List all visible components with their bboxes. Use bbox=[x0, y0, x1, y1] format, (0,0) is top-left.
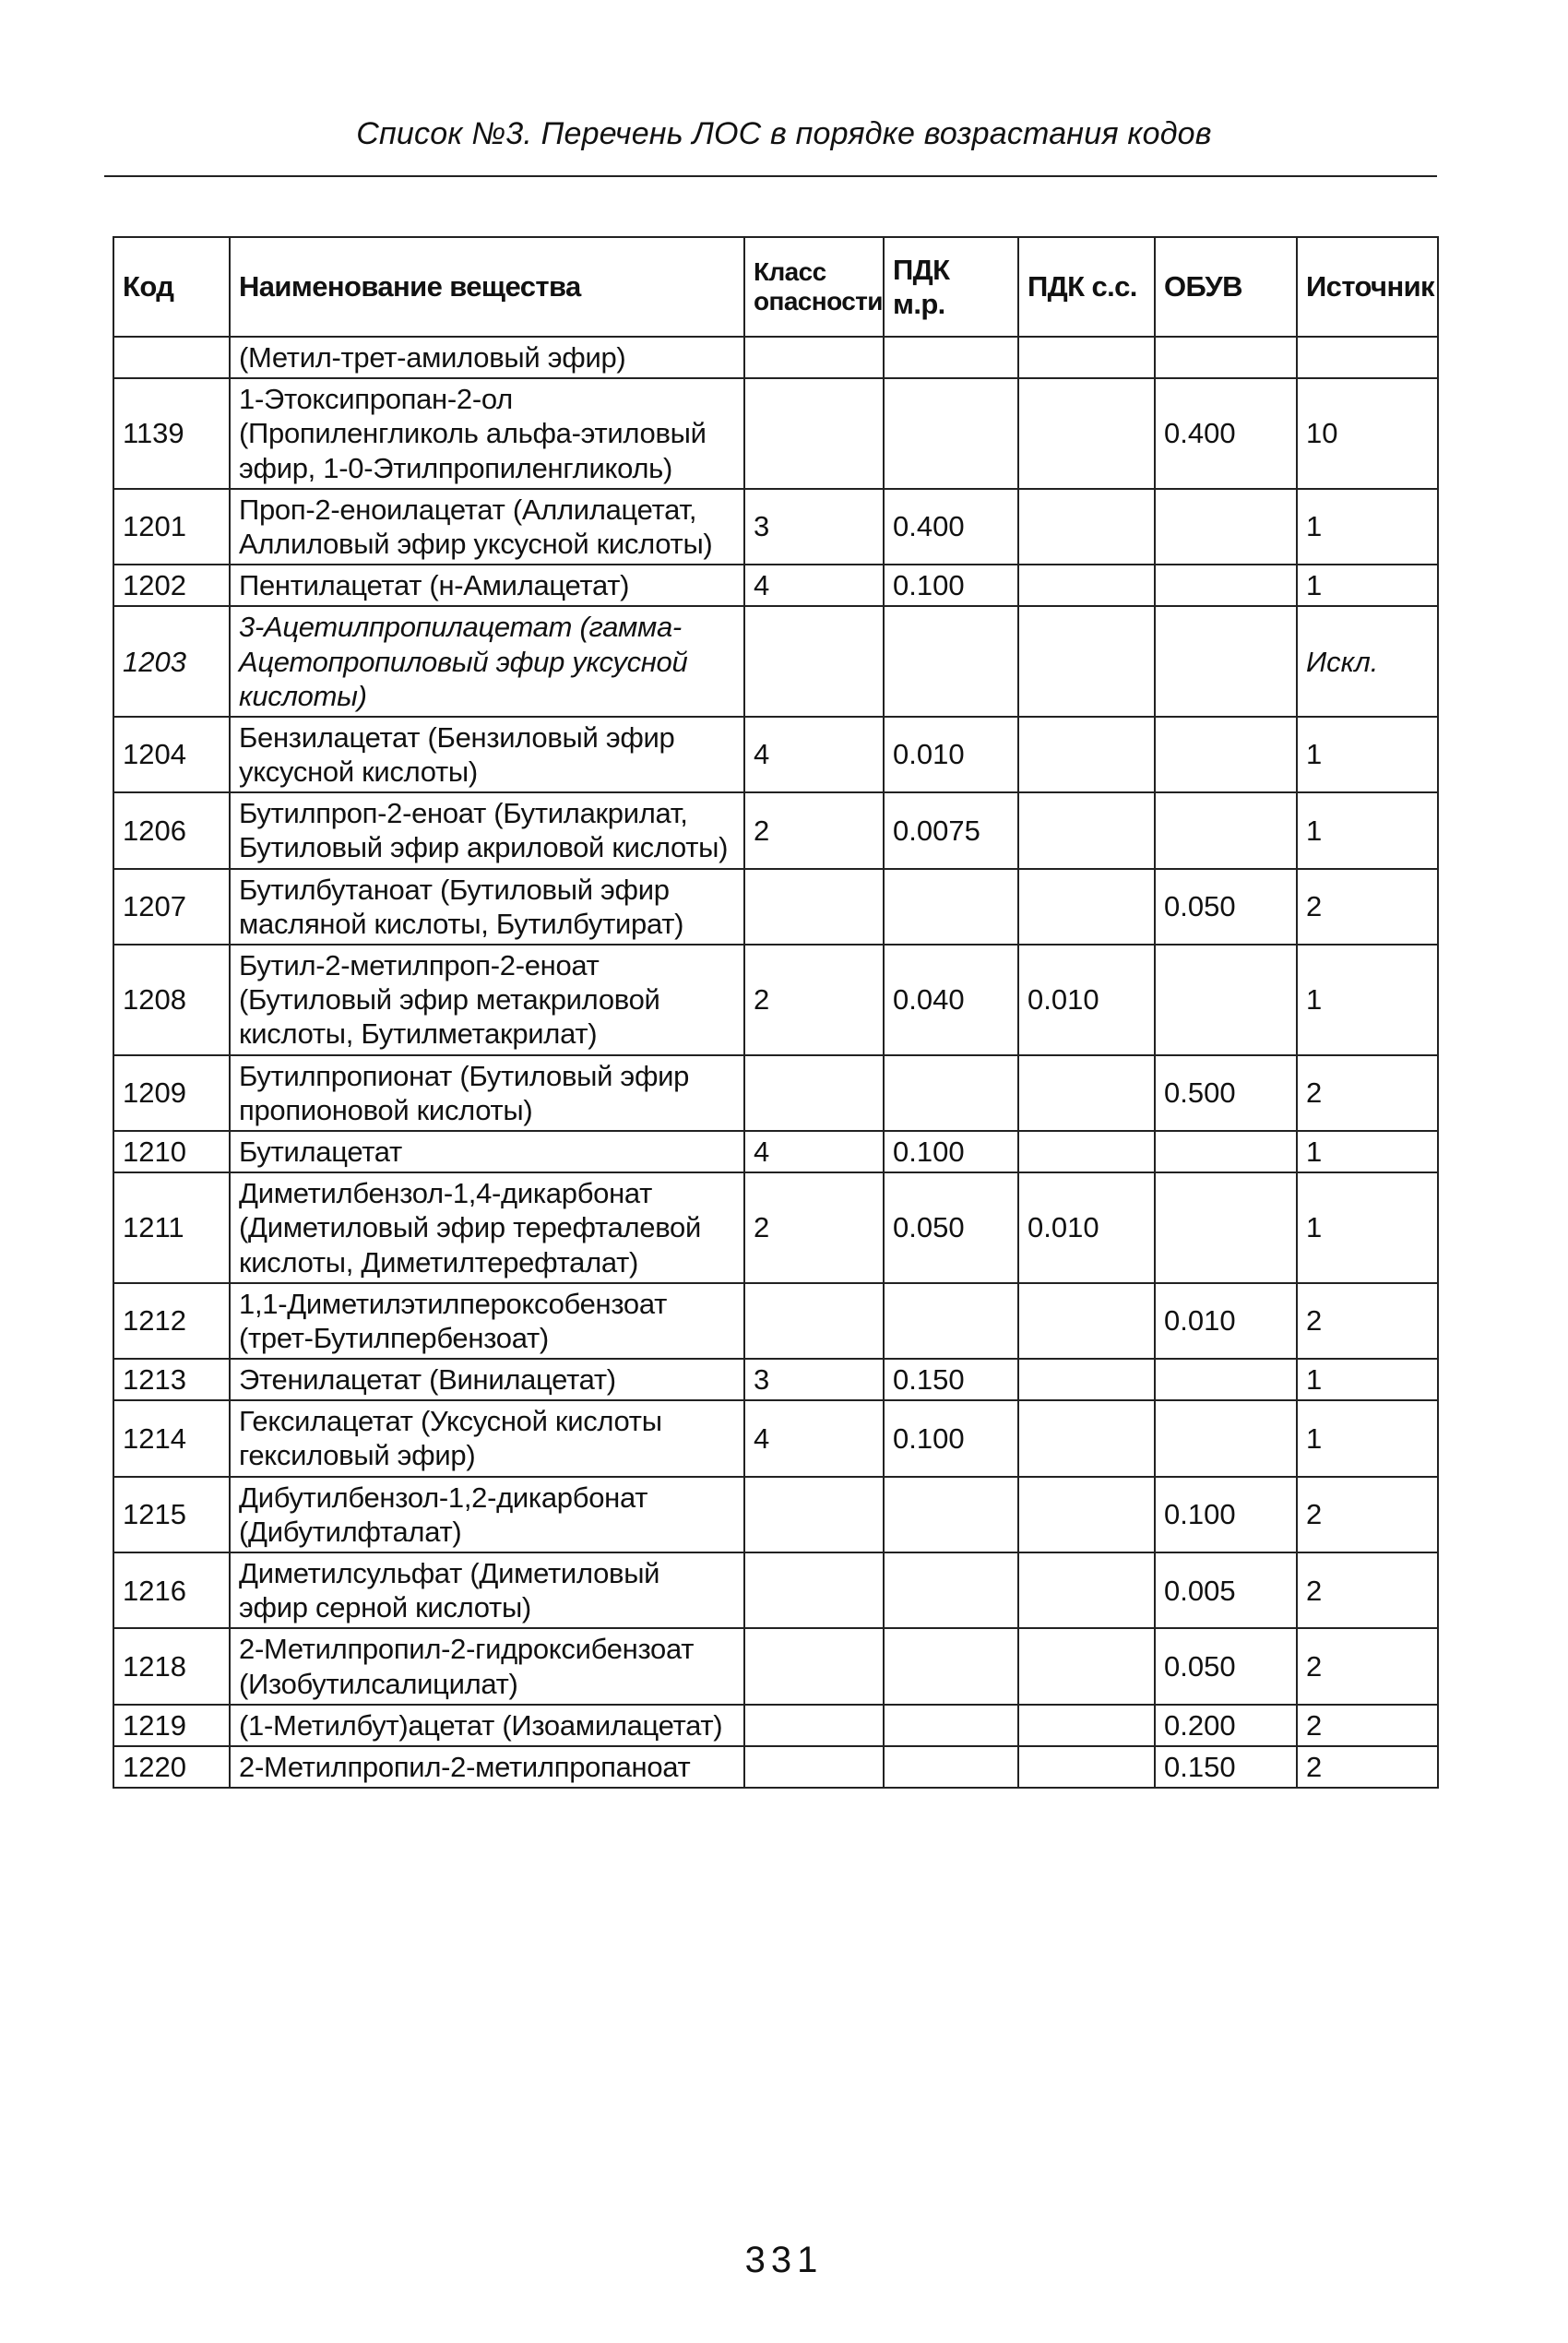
page-header-title: Список №3. Перечень ЛОС в порядке возрастания кодов bbox=[356, 116, 1212, 151]
column-header-hazard-class bbox=[744, 237, 884, 337]
hazard-class-cell: 3 bbox=[744, 1359, 884, 1400]
pdk-ss-cell bbox=[1018, 378, 1155, 489]
source-cell: 1 bbox=[1297, 1131, 1438, 1172]
name-cell: Диметилсульфат (Диметиловый эфир серной кислоты) bbox=[230, 1552, 744, 1628]
table-row bbox=[113, 1283, 1438, 1359]
hazard-class-cell bbox=[744, 378, 884, 489]
table-row bbox=[113, 489, 1438, 565]
code-cell: 1208 bbox=[113, 945, 230, 1055]
code-cell: 1216 bbox=[113, 1552, 230, 1628]
pdk-mr-cell: 0.150 bbox=[884, 1359, 1018, 1400]
obuv-cell: 0.050 bbox=[1155, 869, 1297, 945]
table-row bbox=[113, 337, 1438, 378]
hazard-class-cell: 2 bbox=[744, 945, 884, 1055]
header-divider bbox=[104, 175, 1437, 177]
name-cell: Этенилацетат (Винилацетат) bbox=[230, 1359, 744, 1400]
hazard-class-cell: 4 bbox=[744, 1131, 884, 1172]
pdk-ss-cell bbox=[1018, 337, 1155, 378]
code-cell: 1214 bbox=[113, 1400, 230, 1476]
table-header-row bbox=[113, 237, 1438, 337]
table-row bbox=[113, 1705, 1438, 1746]
pdk-ss-cell bbox=[1018, 1359, 1155, 1400]
pdk-mr-cell bbox=[884, 1283, 1018, 1359]
pdk-mr-cell bbox=[884, 1628, 1018, 1704]
pdk-mr-cell bbox=[884, 869, 1018, 945]
pdk-mr-cell: 0.0075 bbox=[884, 792, 1018, 868]
column-header-pdk-mr: ПДК м.р. bbox=[884, 237, 1018, 337]
code-cell: 1209 bbox=[113, 1055, 230, 1131]
name-cell: (1-Метилбут)ацетат (Изоамилацетат) bbox=[230, 1705, 744, 1746]
obuv-cell bbox=[1155, 489, 1297, 565]
source-cell: 1 bbox=[1297, 489, 1438, 565]
source-cell: Искл. bbox=[1297, 606, 1438, 717]
code-cell: 1203 bbox=[113, 606, 230, 717]
obuv-cell bbox=[1155, 1400, 1297, 1476]
hazard-class-cell bbox=[744, 1055, 884, 1131]
code-cell: 1219 bbox=[113, 1705, 230, 1746]
column-header-hazard-class-line1: Класс bbox=[754, 256, 826, 286]
table-row bbox=[113, 869, 1438, 945]
name-cell: 1-Этоксипропан-2-ол (Пропиленгликоль альфа-этиловый эфир, 1-0-Этилпропиленгликоль) bbox=[230, 378, 744, 489]
column-header-source: Источник bbox=[1297, 237, 1438, 337]
name-cell: Бутилацетат bbox=[230, 1131, 744, 1172]
code-cell: 1218 bbox=[113, 1628, 230, 1704]
pdk-mr-cell: 0.100 bbox=[884, 1131, 1018, 1172]
obuv-cell bbox=[1155, 1172, 1297, 1283]
table-row bbox=[113, 1477, 1438, 1552]
source-cell: 1 bbox=[1297, 565, 1438, 606]
pdk-mr-cell: 0.050 bbox=[884, 1172, 1018, 1283]
column-header-hazard-class-line2: опасности bbox=[754, 287, 883, 315]
pdk-mr-cell bbox=[884, 1552, 1018, 1628]
source-cell: 2 bbox=[1297, 1705, 1438, 1746]
hazard-class-cell bbox=[744, 1746, 884, 1788]
obuv-cell bbox=[1155, 945, 1297, 1055]
hazard-class-cell: 4 bbox=[744, 565, 884, 606]
source-cell: 2 bbox=[1297, 869, 1438, 945]
pdk-mr-cell bbox=[884, 1746, 1018, 1788]
source-cell: 10 bbox=[1297, 378, 1438, 489]
pdk-mr-cell: 0.010 bbox=[884, 717, 1018, 792]
source-cell: 2 bbox=[1297, 1552, 1438, 1628]
pdk-mr-cell: 0.040 bbox=[884, 945, 1018, 1055]
pdk-ss-cell bbox=[1018, 565, 1155, 606]
hazard-class-cell bbox=[744, 1477, 884, 1552]
table-row bbox=[113, 378, 1438, 489]
code-cell bbox=[113, 337, 230, 378]
hazard-class-cell bbox=[744, 337, 884, 378]
column-header-code: Код bbox=[113, 237, 230, 337]
obuv-cell bbox=[1155, 337, 1297, 378]
pdk-ss-cell bbox=[1018, 869, 1155, 945]
name-cell: Диметилбензол-1,4-дикарбонат (Диметиловый эфир терефталевой кислоты, Диметилтерефталат) bbox=[230, 1172, 744, 1283]
hazard-class-cell: 3 bbox=[744, 489, 884, 565]
obuv-cell bbox=[1155, 606, 1297, 717]
pdk-ss-cell bbox=[1018, 489, 1155, 565]
pdk-ss-cell bbox=[1018, 1628, 1155, 1704]
obuv-cell bbox=[1155, 1359, 1297, 1400]
table-row bbox=[113, 792, 1438, 868]
name-cell: (Метил-трет-амиловый эфир) bbox=[230, 337, 744, 378]
name-cell: Пентилацетат (н-Амилацетат) bbox=[230, 565, 744, 606]
pdk-ss-cell bbox=[1018, 1055, 1155, 1131]
pdk-ss-cell bbox=[1018, 1705, 1155, 1746]
table-row bbox=[113, 1746, 1438, 1788]
source-cell: 1 bbox=[1297, 717, 1438, 792]
table-row bbox=[113, 717, 1438, 792]
obuv-cell: 0.010 bbox=[1155, 1283, 1297, 1359]
code-cell: 1202 bbox=[113, 565, 230, 606]
obuv-cell bbox=[1155, 1131, 1297, 1172]
code-cell: 1212 bbox=[113, 1283, 230, 1359]
page-number: 331 bbox=[744, 2240, 824, 2280]
pdk-ss-cell bbox=[1018, 717, 1155, 792]
column-header-name: Наименование вещества bbox=[230, 237, 744, 337]
code-cell: 1211 bbox=[113, 1172, 230, 1283]
code-cell: 1139 bbox=[113, 378, 230, 489]
obuv-cell bbox=[1155, 565, 1297, 606]
name-cell: 1,1-Диметилэтилпероксобензоат (трет-Бутилпербензоат) bbox=[230, 1283, 744, 1359]
hazard-class-cell: 4 bbox=[744, 1400, 884, 1476]
code-cell: 1207 bbox=[113, 869, 230, 945]
pdk-ss-cell: 0.010 bbox=[1018, 1172, 1155, 1283]
name-cell: Бутилбутаноат (Бутиловый эфир масляной кислоты, Бутилбутират) bbox=[230, 869, 744, 945]
table-row bbox=[113, 1172, 1438, 1283]
source-cell: 1 bbox=[1297, 945, 1438, 1055]
obuv-cell bbox=[1155, 717, 1297, 792]
source-cell: 1 bbox=[1297, 1172, 1438, 1283]
pdk-mr-cell: 0.100 bbox=[884, 1400, 1018, 1476]
name-cell: Проп-2-еноилацетат (Аллилацетат, Аллиловый эфир уксусной кислоты) bbox=[230, 489, 744, 565]
name-cell: Бензилацетат (Бензиловый эфир уксусной кислоты) bbox=[230, 717, 744, 792]
obuv-cell: 0.500 bbox=[1155, 1055, 1297, 1131]
pdk-mr-cell bbox=[884, 1055, 1018, 1131]
pdk-ss-cell bbox=[1018, 1746, 1155, 1788]
obuv-cell bbox=[1155, 792, 1297, 868]
obuv-cell: 0.050 bbox=[1155, 1628, 1297, 1704]
pdk-mr-cell bbox=[884, 1705, 1018, 1746]
name-cell: 3-Ацетилпропилацетат (гамма-Ацетопропиловый эфир уксусной кислоты) bbox=[230, 606, 744, 717]
pdk-ss-cell bbox=[1018, 1400, 1155, 1476]
table-body bbox=[113, 337, 1438, 1788]
pdk-mr-cell: 0.100 bbox=[884, 565, 1018, 606]
pdk-ss-cell bbox=[1018, 1477, 1155, 1552]
pdk-ss-cell bbox=[1018, 1131, 1155, 1172]
table-row bbox=[113, 1552, 1438, 1628]
source-cell: 2 bbox=[1297, 1628, 1438, 1704]
table-row bbox=[113, 1359, 1438, 1400]
source-cell bbox=[1297, 337, 1438, 378]
code-cell: 1220 bbox=[113, 1746, 230, 1788]
name-cell: 2-Метилпропил-2-гидроксибензоат (Изобутилсалицилат) bbox=[230, 1628, 744, 1704]
code-cell: 1210 bbox=[113, 1131, 230, 1172]
obuv-cell: 0.400 bbox=[1155, 378, 1297, 489]
code-cell: 1204 bbox=[113, 717, 230, 792]
hazard-class-cell bbox=[744, 1705, 884, 1746]
pdk-ss-cell bbox=[1018, 1283, 1155, 1359]
pdk-ss-cell bbox=[1018, 1552, 1155, 1628]
source-cell: 1 bbox=[1297, 1400, 1438, 1476]
table-row bbox=[113, 606, 1438, 717]
hazard-class-cell bbox=[744, 1552, 884, 1628]
table-row bbox=[113, 565, 1438, 606]
pdk-mr-cell bbox=[884, 337, 1018, 378]
hazard-class-cell bbox=[744, 1283, 884, 1359]
code-cell: 1206 bbox=[113, 792, 230, 868]
obuv-cell: 0.100 bbox=[1155, 1477, 1297, 1552]
code-cell: 1201 bbox=[113, 489, 230, 565]
source-cell: 1 bbox=[1297, 792, 1438, 868]
source-cell: 2 bbox=[1297, 1746, 1438, 1788]
source-cell: 2 bbox=[1297, 1055, 1438, 1131]
table-row bbox=[113, 1400, 1438, 1476]
source-cell: 2 bbox=[1297, 1477, 1438, 1552]
source-cell: 1 bbox=[1297, 1359, 1438, 1400]
table-row bbox=[113, 1055, 1438, 1131]
hazard-class-cell bbox=[744, 1628, 884, 1704]
pdk-ss-cell bbox=[1018, 792, 1155, 868]
pdk-ss-cell bbox=[1018, 606, 1155, 717]
substances-table bbox=[113, 236, 1439, 1789]
hazard-class-cell: 4 bbox=[744, 717, 884, 792]
pdk-mr-cell bbox=[884, 1477, 1018, 1552]
name-cell: Бутилпропионат (Бутиловый эфир пропионовой кислоты) bbox=[230, 1055, 744, 1131]
name-cell: Бутилпроп-2-еноат (Бутилакрилат, Бутиловый эфир акриловой кислоты) bbox=[230, 792, 744, 868]
source-cell: 2 bbox=[1297, 1283, 1438, 1359]
obuv-cell: 0.005 bbox=[1155, 1552, 1297, 1628]
pdk-mr-cell bbox=[884, 606, 1018, 717]
column-header-pdk-ss: ПДК с.с. bbox=[1018, 237, 1155, 337]
obuv-cell: 0.150 bbox=[1155, 1746, 1297, 1788]
name-cell: Гексилацетат (Уксусной кислоты гексиловый эфир) bbox=[230, 1400, 744, 1476]
column-header-obuv: ОБУВ bbox=[1155, 237, 1297, 337]
table-row bbox=[113, 1131, 1438, 1172]
hazard-class-cell: 2 bbox=[744, 1172, 884, 1283]
obuv-cell: 0.200 bbox=[1155, 1705, 1297, 1746]
name-cell: Дибутилбензол-1,2-дикарбонат (Дибутилфталат) bbox=[230, 1477, 744, 1552]
table-row bbox=[113, 1628, 1438, 1704]
name-cell: 2-Метилпропил-2-метилпропаноат bbox=[230, 1746, 744, 1788]
code-cell: 1215 bbox=[113, 1477, 230, 1552]
pdk-mr-cell: 0.400 bbox=[884, 489, 1018, 565]
name-cell: Бутил-2-метилпроп-2-еноат (Бутиловый эфир метакриловой кислоты, Бутилметакрилат) bbox=[230, 945, 744, 1055]
table-row bbox=[113, 945, 1438, 1055]
code-cell: 1213 bbox=[113, 1359, 230, 1400]
pdk-ss-cell: 0.010 bbox=[1018, 945, 1155, 1055]
hazard-class-cell bbox=[744, 606, 884, 717]
hazard-class-cell bbox=[744, 869, 884, 945]
hazard-class-cell: 2 bbox=[744, 792, 884, 868]
pdk-mr-cell bbox=[884, 378, 1018, 489]
